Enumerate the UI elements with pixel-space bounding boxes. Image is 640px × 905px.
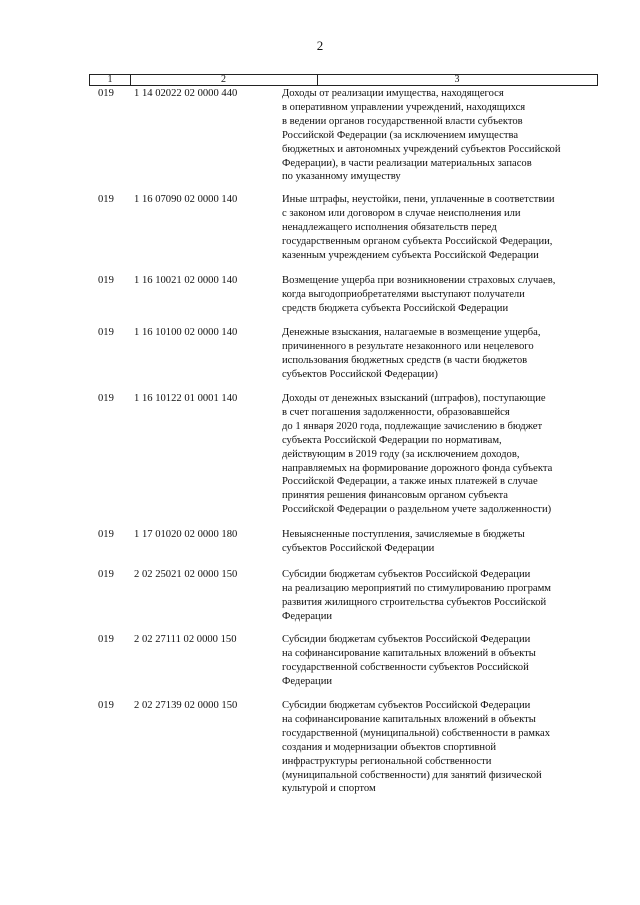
budget-code: 2 02 27139 02 0000 150 bbox=[134, 700, 238, 711]
description-line: направляемых на формирование дорожного фонда субъекта bbox=[282, 462, 553, 474]
description-line: (муниципальной собственности) для занятий физической bbox=[282, 769, 542, 781]
income-description bbox=[282, 392, 602, 517]
income-description bbox=[282, 633, 602, 689]
admin-code: 019 bbox=[98, 88, 114, 99]
description-line: в оперативном управлении учреждений, находящихся bbox=[282, 101, 526, 113]
description-line: в ведении органов государственной власти субъектов bbox=[282, 115, 523, 127]
income-description bbox=[282, 699, 602, 796]
admin-code: 019 bbox=[98, 700, 114, 711]
description-line: субъекта Российской Федерации по нормативам, bbox=[282, 434, 502, 446]
budget-code: 2 02 27111 02 0000 150 bbox=[134, 634, 237, 645]
budget-code: 1 17 01020 02 0000 180 bbox=[134, 529, 238, 540]
header-col-2: 2 bbox=[130, 75, 318, 85]
header-col-3: 3 bbox=[454, 74, 460, 85]
income-description bbox=[282, 568, 602, 624]
description-line: в счет погашения задолженности, образовавшейся bbox=[282, 406, 510, 418]
description-line: когда выгодоприобретателями выступают получатели bbox=[282, 288, 525, 300]
admin-code: 019 bbox=[98, 327, 114, 338]
income-description bbox=[282, 326, 602, 382]
admin-code: 019 bbox=[98, 529, 114, 540]
description-line: субъектов Российской Федерации) bbox=[282, 368, 438, 380]
description-line: государственной (муниципальной) собственности в рамках bbox=[282, 727, 550, 739]
description-line: Субсидии бюджетам субъектов Российской Федерации bbox=[282, 700, 531, 711]
admin-code: 019 bbox=[98, 393, 114, 404]
description-line: Российской Федерации (за исключением имущества bbox=[282, 129, 519, 141]
admin-code: 019 bbox=[98, 634, 114, 645]
description-line: казенным учреждением субъекта Российской Федерации bbox=[282, 249, 539, 261]
description-line: Доходы от реализации имущества, находящегося bbox=[282, 88, 504, 99]
description-line: Возмещение ущерба при возникновении страховых случаев, bbox=[282, 275, 556, 286]
budget-code: 1 16 10100 02 0000 140 bbox=[134, 327, 238, 338]
description-line: средств бюджета субъекта Российской Федерации bbox=[282, 302, 509, 314]
description-line: государственным органом субъекта Российской Федерации, bbox=[282, 235, 553, 247]
description-line: Российской Федерации, а также иных платежей в случае bbox=[282, 476, 538, 488]
description-line: Российской Федерации о раздельном учете задолженности) bbox=[282, 504, 552, 516]
income-description bbox=[282, 274, 602, 316]
description-line: до 1 января 2020 года, подлежащие зачислению в бюджет bbox=[282, 420, 543, 432]
description-line: Иные штрафы, неустойки, пени, уплаченные в соответствии bbox=[282, 194, 555, 205]
description-line: инфраструктуры региональной собственности bbox=[282, 755, 492, 767]
description-line: Федерации bbox=[282, 610, 333, 622]
description-line: Федерации), в части реализации материальных запасов bbox=[282, 157, 532, 169]
description-line: Федерации bbox=[282, 675, 333, 687]
budget-code: 1 16 07090 02 0000 140 bbox=[134, 194, 238, 205]
description-line: на софинансирование капитальных вложений в объекты bbox=[282, 647, 536, 659]
header-col-1: 1 bbox=[90, 75, 131, 85]
description-line: по указанному имуществу bbox=[282, 171, 401, 183]
income-description bbox=[282, 528, 602, 556]
budget-code: 1 16 10122 01 0001 140 bbox=[134, 393, 238, 404]
description-line: на софинансирование капитальных вложений в объекты bbox=[282, 713, 536, 725]
description-line: культурой и спортом bbox=[282, 783, 376, 795]
income-description bbox=[282, 193, 602, 263]
income-description bbox=[282, 87, 602, 184]
description-line: Доходы от денежных взысканий (штрафов), поступающие bbox=[282, 393, 546, 404]
admin-code: 019 bbox=[98, 194, 114, 205]
description-line: субъектов Российской Федерации bbox=[282, 542, 435, 554]
description-line: развития жилищного строительства субъектов Российской bbox=[282, 596, 547, 608]
description-line: причиненного в результате незаконного или нецелевого bbox=[282, 340, 534, 352]
description-line: с законом или договором в случае неисполнения или bbox=[282, 207, 521, 219]
budget-code: 1 16 10021 02 0000 140 bbox=[134, 275, 238, 286]
description-line: действующим в 2019 году (за исключением доходов, bbox=[282, 448, 520, 460]
description-line: Невыясненные поступления, зачисляемые в бюджеты bbox=[282, 529, 525, 540]
budget-code: 1 14 02022 02 0000 440 bbox=[134, 88, 238, 99]
page-number: 2 bbox=[316, 38, 324, 53]
description-line: использования бюджетных средств (в части бюджетов bbox=[282, 354, 528, 366]
description-line: государственной собственности субъектов Российской bbox=[282, 661, 529, 673]
description-line: на реализацию мероприятий по стимулированию программ bbox=[282, 582, 551, 594]
description-line: создания и модернизации объектов спортивной bbox=[282, 741, 497, 753]
description-line: принятия решения финансовым органом субъекта bbox=[282, 490, 509, 502]
description-line: ненадлежащего исполнения обязательств перед bbox=[282, 221, 497, 233]
admin-code: 019 bbox=[98, 569, 114, 580]
description-line: бюджетных и автономных учреждений субъектов Российской bbox=[282, 143, 561, 155]
admin-code: 019 bbox=[98, 275, 114, 286]
description-line: Субсидии бюджетам субъектов Российской Федерации bbox=[282, 569, 531, 580]
table-header bbox=[89, 74, 598, 86]
budget-code: 2 02 25021 02 0000 150 bbox=[134, 569, 238, 580]
description-line: Денежные взыскания, налагаемые в возмещение ущерба, bbox=[282, 327, 541, 338]
description-line: Субсидии бюджетам субъектов Российской Федерации bbox=[282, 634, 531, 645]
